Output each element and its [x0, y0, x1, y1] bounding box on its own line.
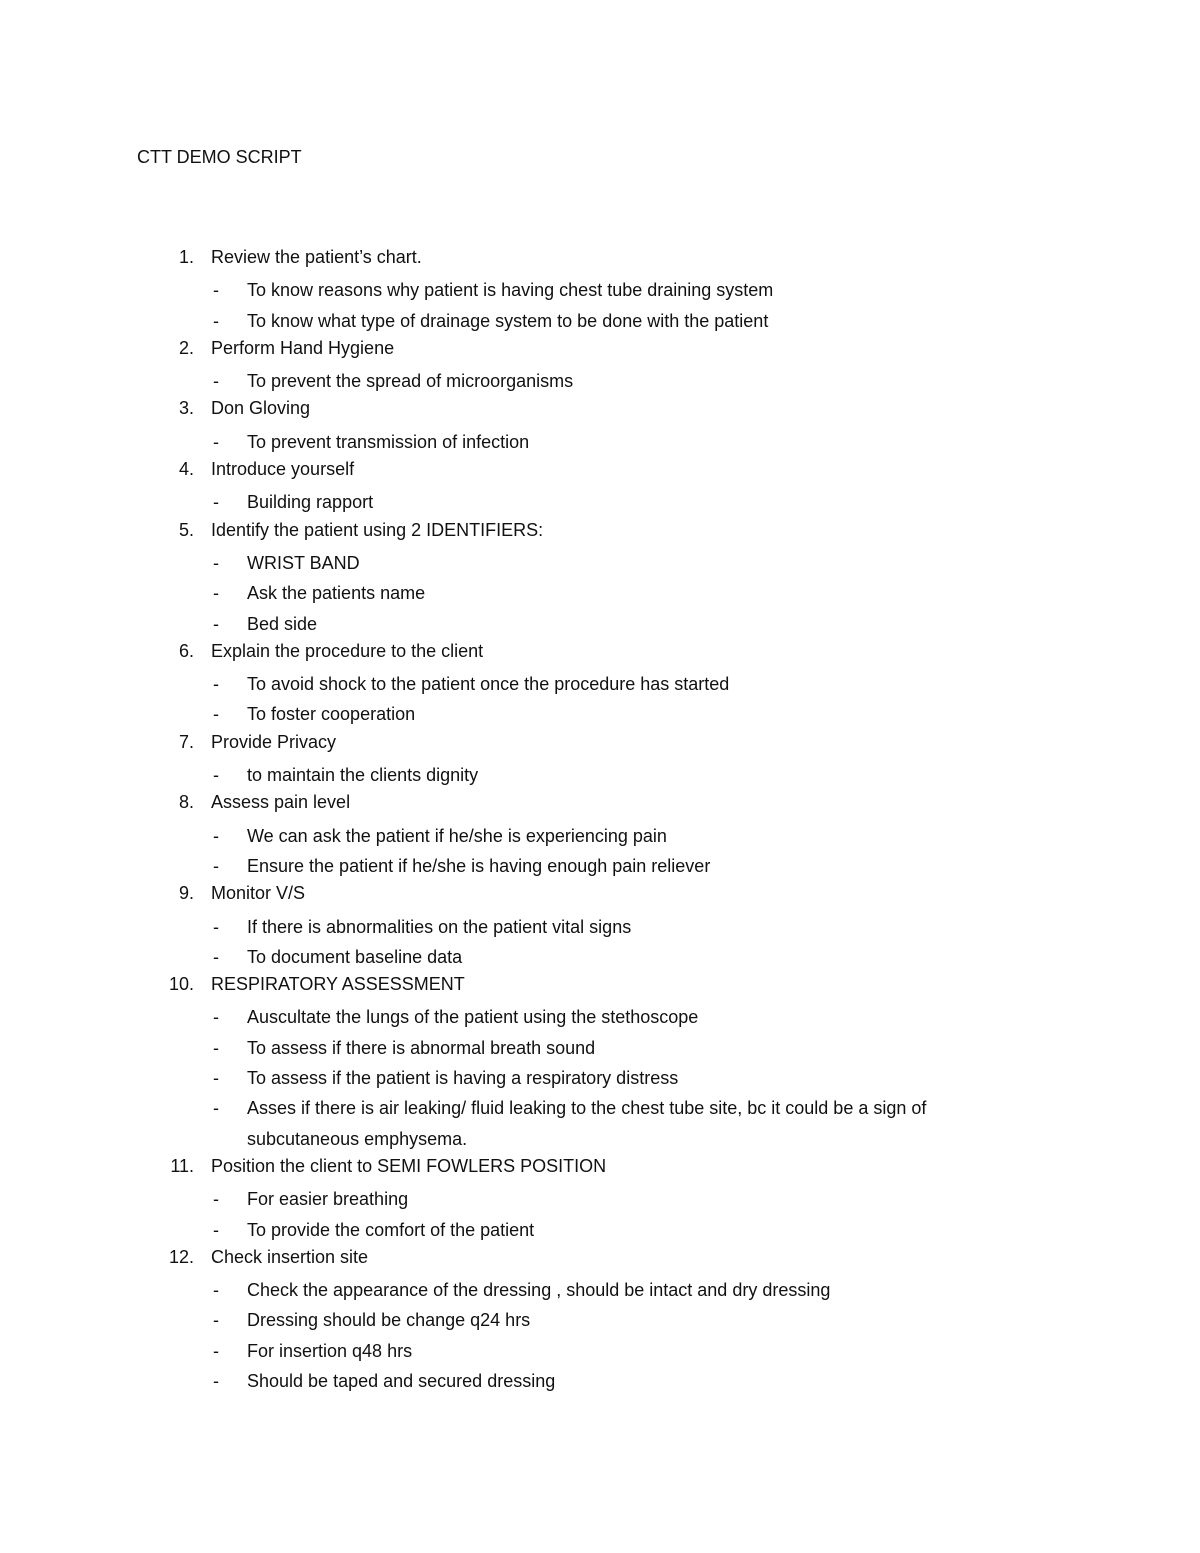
step-rationale-list — [0, 821, 1200, 882]
step-number: 2. — [178, 337, 194, 358]
rationale-item — [0, 1366, 1200, 1396]
rationale-text: Ask the patients name — [247, 583, 426, 604]
rationale-text: Building rapport — [247, 492, 374, 513]
rationale-text: If there is abnormalities on the patient vital signs — [247, 916, 632, 937]
rationale-item — [0, 306, 1200, 336]
step-rationale-list — [0, 1184, 1200, 1245]
rationale-item — [0, 1336, 1200, 1366]
dash-bullet-icon: - — [213, 552, 219, 573]
rationale-text: To foster cooperation — [247, 704, 416, 725]
rationale-text: Check the appearance of the dressing , should be intact and dry dressing — [247, 1280, 831, 1301]
step-heading — [0, 336, 1200, 366]
dash-bullet-icon: - — [213, 280, 219, 301]
step-rationale-list — [0, 760, 1200, 790]
rationale-item — [0, 427, 1200, 457]
rationale-text: Should be taped and secured dressing — [247, 1370, 556, 1391]
step-number: 12. — [168, 1246, 194, 1267]
dash-bullet-icon: - — [213, 431, 219, 452]
rationale-item — [0, 942, 1200, 972]
rationale-item — [0, 669, 1200, 699]
step-number: 5. — [178, 519, 194, 540]
step-number: 4. — [178, 459, 194, 480]
rationale-item — [0, 1215, 1200, 1245]
step-text: Introduce yourself — [211, 459, 355, 480]
rationale-text: WRIST BAND — [247, 552, 360, 573]
procedure-step — [0, 1154, 1200, 1245]
dash-bullet-icon: - — [213, 946, 219, 967]
step-heading — [0, 972, 1200, 1002]
rationale-item — [0, 1063, 1200, 1093]
step-number: 7. — [178, 731, 194, 752]
procedure-step — [0, 336, 1200, 397]
procedure-step — [0, 518, 1200, 639]
rationale-item — [0, 487, 1200, 517]
step-text: Monitor V/S — [211, 883, 306, 904]
step-number: 11. — [170, 1155, 194, 1176]
rationale-text: Dressing should be change q24 hrs — [247, 1310, 531, 1331]
step-text: Assess pain level — [211, 792, 351, 813]
rationale-text: For easier breathing — [247, 1189, 409, 1210]
procedure-step — [0, 790, 1200, 881]
rationale-text: Bed side — [247, 613, 318, 634]
procedure-step — [0, 245, 1200, 336]
dash-bullet-icon: - — [213, 1189, 219, 1210]
rationale-text: Asses if there is air leaking/ fluid leaking to the chest tube site, bc it could be a sign of subcutaneous emphysema. — [247, 1098, 927, 1149]
procedure-step — [0, 881, 1200, 972]
dash-bullet-icon: - — [213, 1007, 219, 1028]
step-text: Review the patient’s chart. — [211, 247, 422, 267]
rationale-text: For insertion q48 hrs — [247, 1340, 413, 1361]
procedure-step — [0, 1245, 1200, 1396]
step-number: 10. — [168, 974, 194, 995]
dash-bullet-icon: - — [213, 855, 219, 876]
rationale-item — [0, 699, 1200, 729]
rationale-item — [0, 578, 1200, 608]
step-rationale-list — [0, 669, 1200, 730]
rationale-text: To assess if the patient is having a respiratory distress — [247, 1068, 679, 1089]
rationale-text: Auscultate the lungs of the patient using the stethoscope — [247, 1007, 699, 1028]
rationale-item — [0, 609, 1200, 639]
dash-bullet-icon: - — [213, 1098, 219, 1119]
step-rationale-list — [0, 912, 1200, 973]
step-text: Identify the patient using 2 IDENTIFIERS: — [211, 519, 544, 540]
rationale-item — [0, 275, 1200, 305]
dash-bullet-icon: - — [213, 492, 219, 513]
dash-bullet-icon: - — [213, 1370, 219, 1391]
rationale-text: To assess if there is abnormal breath sound — [247, 1037, 596, 1058]
dash-bullet-icon: - — [213, 674, 219, 695]
rationale-text: To know reasons why patient is having chest tube draining system — [247, 280, 774, 301]
dash-bullet-icon: - — [213, 1219, 219, 1240]
rationale-item — [0, 760, 1200, 790]
dash-bullet-icon: - — [213, 916, 219, 937]
step-rationale-list — [0, 1275, 1200, 1396]
rationale-item — [0, 912, 1200, 942]
step-text: RESPIRATORY ASSESSMENT — [211, 974, 465, 995]
rationale-item — [0, 1002, 1200, 1032]
step-heading — [0, 639, 1200, 669]
rationale-text: To prevent transmission of infection — [247, 431, 530, 452]
step-heading — [0, 1245, 1200, 1275]
rationale-item — [0, 851, 1200, 881]
dash-bullet-icon: - — [213, 310, 219, 331]
rationale-item — [0, 821, 1200, 851]
step-number: 1. — [178, 247, 194, 267]
procedure-step — [0, 396, 1200, 457]
dash-bullet-icon: - — [213, 1037, 219, 1058]
step-text: Check insertion site — [211, 1246, 369, 1267]
rationale-text: To provide the comfort of the patient — [247, 1219, 535, 1240]
procedure-steps-list — [0, 245, 1200, 1396]
dash-bullet-icon: - — [213, 765, 219, 786]
step-heading — [0, 245, 1200, 275]
dash-bullet-icon: - — [213, 1310, 219, 1331]
step-rationale-list — [0, 366, 1200, 396]
rationale-text: We can ask the patient if he/she is experiencing pain — [247, 825, 667, 846]
dash-bullet-icon: - — [213, 704, 219, 725]
rationale-text: To know what type of drainage system to be done with the patient — [247, 310, 769, 331]
step-text: Perform Hand Hygiene — [211, 337, 395, 358]
procedure-step — [0, 639, 1200, 730]
procedure-step — [0, 457, 1200, 518]
step-text: Provide Privacy — [211, 731, 337, 752]
step-text: Don Gloving — [211, 398, 311, 419]
rationale-item — [0, 1275, 1200, 1305]
step-text: Explain the procedure to the client — [211, 640, 484, 661]
step-heading — [0, 1154, 1200, 1184]
dash-bullet-icon: - — [213, 371, 219, 392]
step-text: Position the client to SEMI FOWLERS POSITION — [211, 1155, 607, 1176]
rationale-item — [0, 1093, 1200, 1154]
step-number: 8. — [178, 792, 194, 813]
rationale-item — [0, 1184, 1200, 1214]
step-number: 3. — [178, 398, 194, 419]
rationale-item — [0, 1033, 1200, 1063]
dash-bullet-icon: - — [213, 613, 219, 634]
step-rationale-list — [0, 427, 1200, 457]
procedure-step — [0, 730, 1200, 791]
dash-bullet-icon: - — [213, 1068, 219, 1089]
step-rationale-list — [0, 275, 1200, 336]
rationale-text: To avoid shock to the patient once the procedure has started — [247, 674, 730, 695]
rationale-text: To prevent the spread of microorganisms — [247, 371, 574, 392]
rationale-item — [0, 548, 1200, 578]
dash-bullet-icon: - — [213, 825, 219, 846]
rationale-text: to maintain the clients dignity — [247, 765, 479, 786]
document-title: CTT DEMO SCRIPT — [137, 147, 302, 167]
step-heading — [0, 881, 1200, 911]
step-heading — [0, 518, 1200, 548]
step-heading — [0, 396, 1200, 426]
dash-bullet-icon: - — [213, 1340, 219, 1361]
step-rationale-list — [0, 1002, 1200, 1153]
rationale-text: To document baseline data — [247, 946, 463, 967]
rationale-text: Ensure the patient if he/she is having enough pain reliever — [247, 855, 711, 876]
dash-bullet-icon: - — [213, 583, 219, 604]
rationale-item — [0, 366, 1200, 396]
rationale-item — [0, 1305, 1200, 1335]
step-heading — [0, 730, 1200, 760]
dash-bullet-icon: - — [213, 1280, 219, 1301]
step-heading — [0, 457, 1200, 487]
step-rationale-list — [0, 487, 1200, 517]
step-heading — [0, 790, 1200, 820]
step-number: 9. — [178, 883, 194, 904]
procedure-step — [0, 972, 1200, 1154]
step-rationale-list — [0, 548, 1200, 639]
step-number: 6. — [178, 640, 194, 661]
